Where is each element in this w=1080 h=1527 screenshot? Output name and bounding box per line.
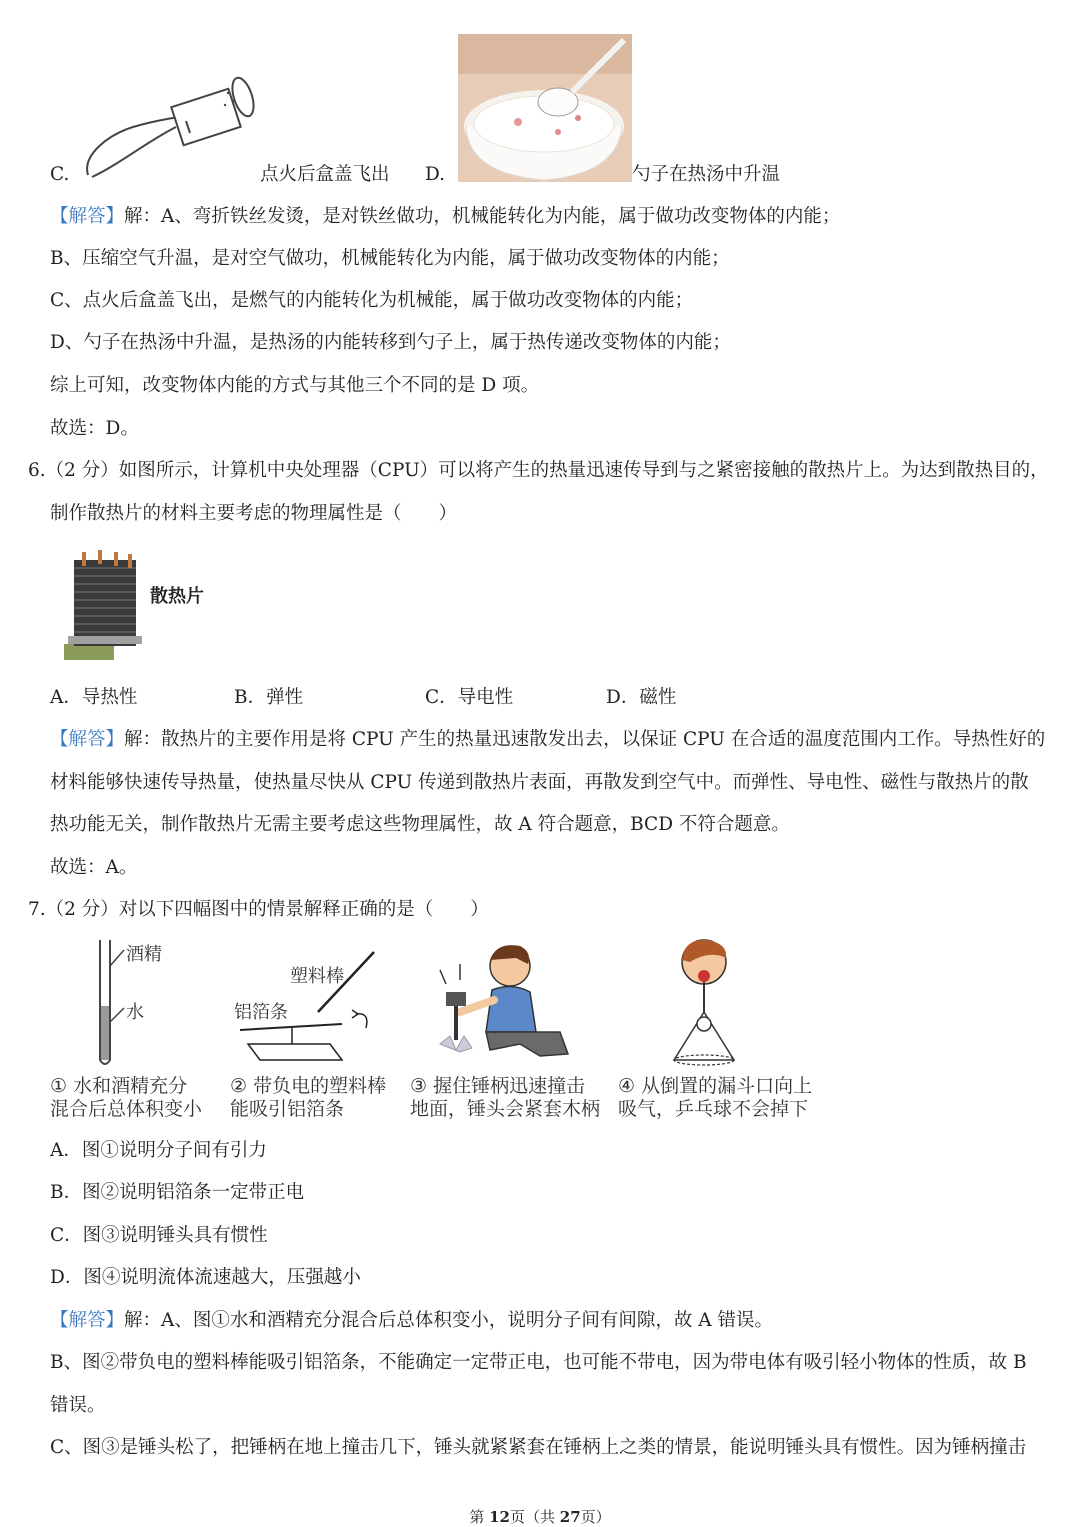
q7-fig3-hammer-person [420, 940, 580, 1066]
fig1-label-water: 水 [126, 1002, 144, 1023]
q7-option-d: D．图④说明流体流速越大，压强越小 [50, 1267, 361, 1288]
q6-option-b: B．弹性 [234, 687, 304, 708]
page-total: 27 [559, 1508, 581, 1526]
q6-option-a: A．导热性 [50, 687, 138, 708]
option-d-photo [458, 34, 632, 182]
q7-fig1-caption-2: 混合后总体积变小 [50, 1098, 203, 1120]
answer-tag: 【解答】 [50, 206, 125, 227]
q5-answer-line-3: D、勺子在热汤中升温，是热汤的内能转移到勺子上，属于热传递改变物体的内能； [50, 332, 731, 353]
option-c-figure [78, 75, 263, 187]
q7-option-b: B．图②说明铝箔条一定带正电 [50, 1182, 305, 1203]
q7-fig1-caption-1: ① 水和酒精充分 [50, 1075, 188, 1097]
answer-tag: 【解答】 [50, 1310, 125, 1331]
fig1-label-alcohol: 酒精 [126, 944, 162, 965]
q6-answer-line-3: 故选：A。 [50, 857, 138, 878]
page-number: 12 [489, 1508, 510, 1526]
fig2-label-foil: 铝箔条 [234, 1002, 288, 1023]
q7-fig2-caption-2: 能吸引铝箔条 [230, 1098, 345, 1120]
q7-answer-line-0: 【解答】解：A、图①水和酒精充分混合后总体积变小，说明分子间有间隙，故 A 错误。 [50, 1310, 774, 1331]
q5-option-d-text: 勺子在热汤中升温 [632, 164, 781, 185]
q6-option-c: C．导电性 [425, 687, 514, 708]
answer-tag: 【解答】 [50, 729, 125, 750]
q7-fig4-caption-1: ④ 从倒置的漏斗口向上 [618, 1075, 813, 1097]
q7-answer-line-3: C、图③是锤头松了，把锤柄在地上撞击几下，锤头就紧紧套在锤柄上之类的情景，能说明锤头具有惯性。因为锤柄撞击 [50, 1437, 1027, 1458]
q6-answer-line-2: 热功能无关，制作散热片无需主要考虑这些物理属性，故 A 符合题意，BCD 不符合题意。 [50, 814, 790, 835]
q7-option-a: A．图①说明分子间有引力 [50, 1140, 267, 1161]
q6-stem-1: 6.（2 分）如图所示，计算机中央处理器（CPU）可以将产生的热量迅速传导到与之紧密接触的散热片上。为达到散热目的， [28, 460, 1049, 481]
q6-answer-line-1: 材料能够快速传导热量，使热量尽快从 CPU 传递到散热片表面，再散发到空气中。而弹性、导电性、磁性与散热片的散 [50, 772, 1029, 793]
q5-answer-line-0: 【解答】解：A、弯折铁丝发烫，是对铁丝做功，机械能转化为内能，属于做功改变物体的内能； [50, 206, 841, 227]
q7-fig4-caption-2: 吸气，乒乓球不会掉下 [618, 1098, 809, 1120]
q7-answer-line-2: 错误。 [50, 1395, 106, 1416]
q6-option-d: D．磁性 [606, 687, 677, 708]
heatsink-label: 散热片 [150, 586, 204, 607]
q5-answer-line-1: B、压缩空气升温，是对空气做功，机械能转化为内能，属于做功改变物体的内能； [50, 248, 730, 269]
fig2-label-rod: 塑料棒 [290, 966, 344, 987]
q7-fig3-caption-2: 地面，锤头会紧套木柄 [410, 1098, 601, 1120]
q5-option-c-text: 点火后盒盖飞出 [260, 164, 390, 185]
q7-answer-line-1: B、图②带负电的塑料棒能吸引铝箔条，不能确定一定带正电，也可能不带电，因为带电体有吸引轻小物体的性质，故 B [50, 1352, 1027, 1373]
q7-fig4-funnel-ball [660, 936, 770, 1070]
q7-stem: 7.（2 分）对以下四幅图中的情景解释正确的是（ ） [28, 899, 489, 920]
q7-fig1-test-tube [90, 936, 190, 1070]
q7-fig3-caption-1: ③ 握住锤柄迅速撞击 [410, 1075, 586, 1097]
q7-fig2-rod-foil [230, 948, 390, 1064]
q5-answer-line-4: 综上可知，改变物体内能的方式与其他三个不同的是 D 项。 [50, 375, 540, 396]
q5-option-c-letter: C. [50, 164, 70, 185]
q6-stem-2: 制作散热片的材料主要考虑的物理属性是（ ） [50, 503, 458, 524]
q7-fig2-caption-1: ② 带负电的塑料棒 [230, 1075, 387, 1097]
q6-answer-line-0: 【解答】解：散热片的主要作用是将 CPU 产生的热量迅速散发出去，以保证 CPU 在合适的温度范围内工作。导热性好的 [50, 729, 1046, 750]
q5-answer-line-5: 故选：D。 [50, 418, 139, 439]
q5-answer-line-2: C、点火后盒盖飞出，是燃气的内能转化为机械能，属于做功改变物体的内能； [50, 290, 694, 311]
q5-option-d-letter: D. [425, 164, 446, 185]
heatsink-figure [54, 548, 204, 662]
q7-option-c: C．图③说明锤头具有惯性 [50, 1225, 268, 1246]
page-footer: 第 12页（共 27页） [469, 1508, 611, 1526]
